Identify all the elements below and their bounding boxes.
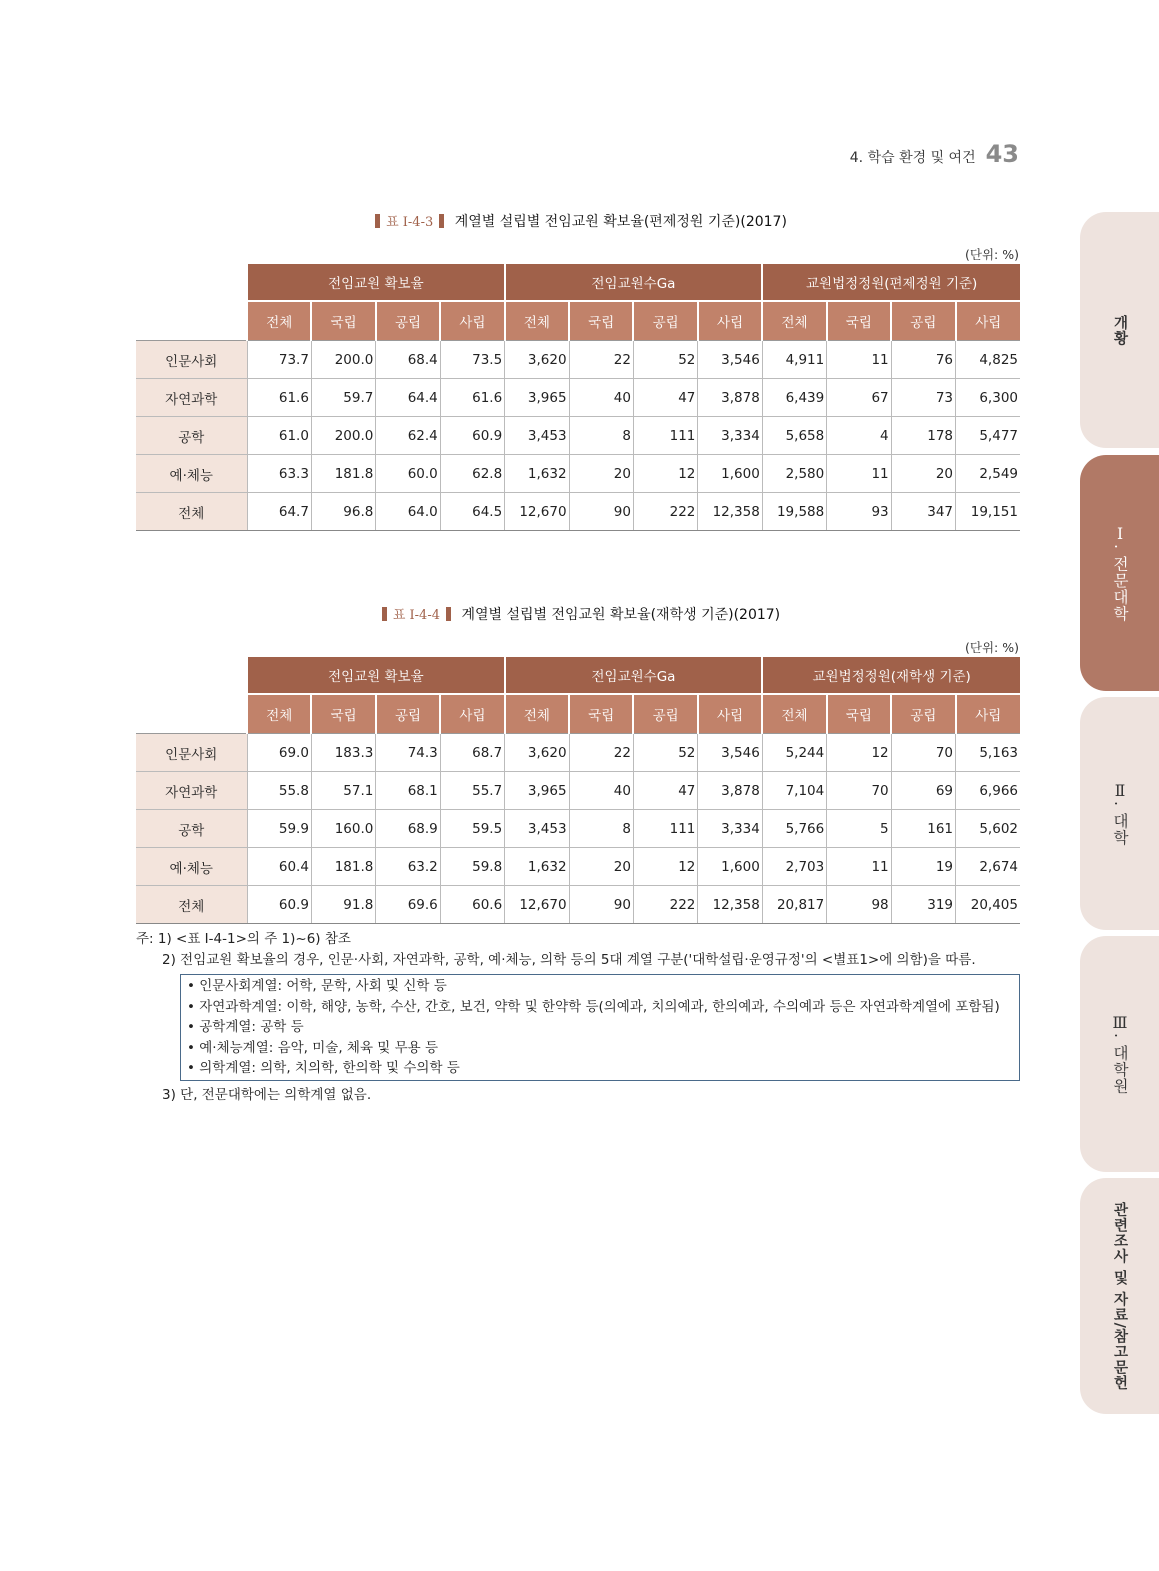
- table-cell: 59.9: [247, 810, 311, 848]
- table-cell: 67: [827, 379, 891, 417]
- table2-corner: [136, 657, 247, 734]
- table1-title: 계열별 설립별 전임교원 확보율(편제정원 기준)(2017): [454, 214, 787, 230]
- table-cell: 3,334: [698, 810, 762, 848]
- table-cell: 60.9: [440, 417, 504, 455]
- footnote-3: 3) 단, 전문대학에는 의학계열 없음.: [162, 1086, 372, 1103]
- table2-subheader-row: [136, 694, 1020, 734]
- table-cell: 5,244: [762, 734, 826, 772]
- table-cell: 19,151: [956, 493, 1020, 531]
- table-cell: 22: [569, 341, 633, 379]
- table-cell: 3,546: [698, 734, 762, 772]
- table-cell: 70: [827, 772, 891, 810]
- table-cell: 11: [827, 455, 891, 493]
- table-cell: 183.3: [311, 734, 375, 772]
- side-tab-university[interactable]: [1080, 697, 1159, 930]
- table-cell: 5,766: [762, 810, 826, 848]
- table-cell: 6,300: [956, 379, 1020, 417]
- table-row: [136, 379, 1020, 417]
- table-row: [136, 810, 1020, 848]
- table-cell: 68.9: [376, 810, 440, 848]
- table1-group-header: 전임교원 확보율: [247, 264, 505, 301]
- table-cell: 178: [891, 417, 955, 455]
- row-label: 공학: [136, 810, 247, 848]
- table-cell: 47: [633, 379, 697, 417]
- side-tab-label: Ⅱ. 대학: [1111, 781, 1129, 846]
- table-cell: 19: [891, 848, 955, 886]
- table-cell: 111: [633, 417, 697, 455]
- table1-subheader: 공립: [891, 301, 955, 341]
- table-cell: 64.5: [440, 493, 504, 531]
- table1-corner: [136, 264, 247, 341]
- row-label: 자연과학: [136, 772, 247, 810]
- table-cell: 3,878: [698, 379, 762, 417]
- table2-subheader: 국립: [311, 694, 375, 734]
- table-cell: 96.8: [311, 493, 375, 531]
- table1-subheader: 국립: [311, 301, 375, 341]
- table-cell: 40: [569, 772, 633, 810]
- table-cell: 61.6: [440, 379, 504, 417]
- row-label: 공학: [136, 417, 247, 455]
- footnote-2: 2) 전임교원 확보율의 경우, 인문·사회, 자연과학, 공학, 예·체능, 의학 등의 5대 계열 구분('대학설립·운영규정'의 <별표1>에 의함)을 따름.: [162, 952, 976, 968]
- table-cell: 55.8: [247, 772, 311, 810]
- row-label: 전체: [136, 493, 247, 531]
- row-label: 예·체능: [136, 848, 247, 886]
- table1-subheader: 국립: [569, 301, 633, 341]
- table1-subheader: 사립: [956, 301, 1020, 341]
- field-definition-item: • 공학계열: 공학 등: [187, 1019, 304, 1035]
- table-cell: 11: [827, 848, 891, 886]
- table-cell: 160.0: [311, 810, 375, 848]
- field-definition-item: • 예·체능계열: 음악, 미술, 체육 및 무용 등: [187, 1039, 439, 1056]
- table-row: [136, 734, 1020, 772]
- table-cell: 222: [633, 493, 697, 531]
- table2: [136, 657, 1020, 924]
- row-label: 자연과학: [136, 379, 247, 417]
- side-tab-references[interactable]: [1080, 1178, 1159, 1414]
- table-cell: 7,104: [762, 772, 826, 810]
- page-number: 43: [985, 140, 1019, 168]
- table2-subheader: 전체: [505, 694, 569, 734]
- table-cell: 161: [891, 810, 955, 848]
- table-cell: 69.0: [247, 734, 311, 772]
- table-cell: 69.6: [376, 886, 440, 924]
- table-row: [136, 848, 1020, 886]
- table-cell: 181.8: [311, 848, 375, 886]
- table-cell: 74.3: [376, 734, 440, 772]
- side-tab-overview[interactable]: [1080, 212, 1159, 448]
- table-cell: 55.7: [440, 772, 504, 810]
- field-definition-item: • 자연과학계열: 이학, 해양, 농학, 수산, 간호, 보건, 약학 및 한약학 등(의예과, 치의예과, 한의예과, 수의예과 등은 자연과학계열에 포함됨): [187, 998, 1000, 1015]
- table-cell: 59.7: [311, 379, 375, 417]
- table-cell: 1,600: [698, 848, 762, 886]
- table-row: [136, 772, 1020, 810]
- table1-subheader: 국립: [827, 301, 891, 341]
- side-tab-graduate-school[interactable]: [1080, 936, 1159, 1172]
- table-cell: 222: [633, 886, 697, 924]
- table-cell: 6,966: [956, 772, 1020, 810]
- table-cell: 1,632: [505, 455, 569, 493]
- side-tab-junior-college[interactable]: [1080, 455, 1159, 691]
- table-cell: 3,453: [505, 417, 569, 455]
- table-cell: 181.8: [311, 455, 375, 493]
- caption-bar-icon: [375, 214, 380, 228]
- table-cell: 60.4: [247, 848, 311, 886]
- field-definition-box: [180, 974, 1020, 1081]
- table-cell: 3,334: [698, 417, 762, 455]
- table-cell: 98: [827, 886, 891, 924]
- table1-group-header: 전임교원수Ga: [505, 264, 763, 301]
- table1-label: 표 Ⅰ-4-3: [386, 215, 434, 230]
- table1-subheader: 전체: [762, 301, 826, 341]
- table2-subheader: 국립: [569, 694, 633, 734]
- table-cell: 57.1: [311, 772, 375, 810]
- side-tab-label: Ⅰ. 전문대학: [1111, 524, 1129, 622]
- table-cell: 22: [569, 734, 633, 772]
- table1-subheader: 사립: [698, 301, 762, 341]
- table1-subheader: 공립: [376, 301, 440, 341]
- table-cell: 3,620: [505, 341, 569, 379]
- running-header: [850, 140, 1019, 168]
- table-cell: 59.5: [440, 810, 504, 848]
- table-cell: 52: [633, 341, 697, 379]
- table-row: [136, 341, 1020, 379]
- table-cell: 68.1: [376, 772, 440, 810]
- table1-subheader: 공립: [633, 301, 697, 341]
- table-cell: 70: [891, 734, 955, 772]
- table-cell: 60.9: [247, 886, 311, 924]
- table-cell: 2,674: [956, 848, 1020, 886]
- side-tab-label: Ⅲ. 대학원: [1111, 1013, 1129, 1095]
- table-cell: 4,825: [956, 341, 1020, 379]
- table-cell: 64.7: [247, 493, 311, 531]
- row-label: 인문사회: [136, 734, 247, 772]
- table-cell: 69: [891, 772, 955, 810]
- table1: [136, 264, 1020, 531]
- table-cell: 5,477: [956, 417, 1020, 455]
- table-cell: 3,453: [505, 810, 569, 848]
- table-cell: 20,405: [956, 886, 1020, 924]
- footnotes: [136, 929, 1026, 1106]
- table2-body: [136, 734, 1020, 924]
- table1-subheader: 전체: [505, 301, 569, 341]
- table-cell: 2,549: [956, 455, 1020, 493]
- table-row: [136, 493, 1020, 531]
- caption-bar-icon: [446, 607, 451, 621]
- table2-subheader: 공립: [633, 694, 697, 734]
- section-title: 4. 학습 환경 및 여건: [849, 150, 976, 166]
- table2-unit: (단위: %): [965, 640, 1019, 655]
- table-cell: 5,658: [762, 417, 826, 455]
- table-cell: 12: [827, 734, 891, 772]
- table2-subheader: 사립: [698, 694, 762, 734]
- table-cell: 4,911: [762, 341, 826, 379]
- table-cell: 1,632: [505, 848, 569, 886]
- table-cell: 12: [633, 848, 697, 886]
- table-cell: 73.5: [440, 341, 504, 379]
- table-cell: 93: [827, 493, 891, 531]
- table2-subheader: 공립: [376, 694, 440, 734]
- table-cell: 73: [891, 379, 955, 417]
- table-cell: 8: [569, 810, 633, 848]
- table2-group-header: 전임교원 확보율: [247, 657, 505, 694]
- table-cell: 61.6: [247, 379, 311, 417]
- table2-group-header: 교원법정정원(재학생 기준): [762, 657, 1020, 694]
- table-cell: 3,965: [505, 772, 569, 810]
- table-cell: 3,878: [698, 772, 762, 810]
- table-cell: 90: [569, 493, 633, 531]
- table-cell: 20: [891, 455, 955, 493]
- table-cell: 3,965: [505, 379, 569, 417]
- table-cell: 20,817: [762, 886, 826, 924]
- table-cell: 3,546: [698, 341, 762, 379]
- field-definition-item: • 인문사회계열: 어학, 문학, 사회 및 신학 등: [187, 978, 447, 994]
- row-label: 예·체능: [136, 455, 247, 493]
- table-cell: 40: [569, 379, 633, 417]
- table-cell: 52: [633, 734, 697, 772]
- table2-group-header: 전임교원수Ga: [505, 657, 763, 694]
- table2-subheader: 전체: [247, 694, 311, 734]
- caption-bar-icon: [382, 607, 387, 621]
- table-row: [136, 417, 1020, 455]
- side-tab-label: 개황: [1111, 314, 1128, 346]
- table-cell: 20: [569, 455, 633, 493]
- table-cell: 47: [633, 772, 697, 810]
- footnote-1: 주: 1) <표 Ⅰ-4-1>의 주 1)~6) 참조: [136, 931, 351, 947]
- table-cell: 6,439: [762, 379, 826, 417]
- side-tab-label: 관련조사 및 자료/참고문헌: [1111, 1201, 1128, 1391]
- table-cell: 63.3: [247, 455, 311, 493]
- table-cell: 20: [569, 848, 633, 886]
- table-cell: 319: [891, 886, 955, 924]
- table-cell: 68.7: [440, 734, 504, 772]
- table-row: [136, 455, 1020, 493]
- table-cell: 12,358: [698, 493, 762, 531]
- table-cell: 8: [569, 417, 633, 455]
- table2-subheader: 공립: [891, 694, 955, 734]
- table-cell: 61.0: [247, 417, 311, 455]
- table-cell: 200.0: [311, 417, 375, 455]
- table1-subheader: 전체: [247, 301, 311, 341]
- caption-bar-icon: [439, 214, 444, 228]
- table-cell: 91.8: [311, 886, 375, 924]
- row-label: 인문사회: [136, 341, 247, 379]
- table-cell: 2,580: [762, 455, 826, 493]
- table-cell: 5,602: [956, 810, 1020, 848]
- row-label: 전체: [136, 886, 247, 924]
- table1-subheader: 사립: [440, 301, 504, 341]
- table-cell: 64.0: [376, 493, 440, 531]
- table-cell: 12,670: [505, 493, 569, 531]
- table2-subheader: 국립: [827, 694, 891, 734]
- table2-subheader: 사립: [440, 694, 504, 734]
- table-cell: 2,703: [762, 848, 826, 886]
- table2-subheader: 전체: [762, 694, 826, 734]
- table1-group-header: 교원법정정원(편제정원 기준): [762, 264, 1020, 301]
- table-cell: 60.0: [376, 455, 440, 493]
- table-cell: 12,358: [698, 886, 762, 924]
- table-cell: 3,620: [505, 734, 569, 772]
- table-cell: 68.4: [376, 341, 440, 379]
- table2-label: 표 Ⅰ-4-4: [392, 608, 440, 623]
- table1-caption: [136, 211, 1020, 231]
- table-cell: 12,670: [505, 886, 569, 924]
- table-cell: 60.6: [440, 886, 504, 924]
- table-cell: 200.0: [311, 341, 375, 379]
- table1-subheader-row: [136, 301, 1020, 341]
- table2-subheader: 사립: [956, 694, 1020, 734]
- table1-body: [136, 341, 1020, 531]
- table-cell: 11: [827, 341, 891, 379]
- table-cell: 73.7: [247, 341, 311, 379]
- table-cell: 111: [633, 810, 697, 848]
- field-definition-item: • 의학계열: 의학, 치의학, 한의학 및 수의학 등: [187, 1060, 460, 1076]
- table-cell: 64.4: [376, 379, 440, 417]
- table2-title: 계열별 설립별 전임교원 확보율(재학생 기준)(2017): [461, 607, 781, 623]
- table-cell: 1,600: [698, 455, 762, 493]
- table-cell: 4: [827, 417, 891, 455]
- table1-unit: (단위: %): [965, 247, 1019, 262]
- table-cell: 59.8: [440, 848, 504, 886]
- table-cell: 12: [633, 455, 697, 493]
- table-cell: 62.8: [440, 455, 504, 493]
- table-cell: 347: [891, 493, 955, 531]
- table-cell: 5,163: [956, 734, 1020, 772]
- table2-caption: [136, 604, 1020, 624]
- table-cell: 62.4: [376, 417, 440, 455]
- table-cell: 19,588: [762, 493, 826, 531]
- table-cell: 76: [891, 341, 955, 379]
- table-row: [136, 886, 1020, 924]
- table-cell: 5: [827, 810, 891, 848]
- table-cell: 63.2: [376, 848, 440, 886]
- table-cell: 90: [569, 886, 633, 924]
